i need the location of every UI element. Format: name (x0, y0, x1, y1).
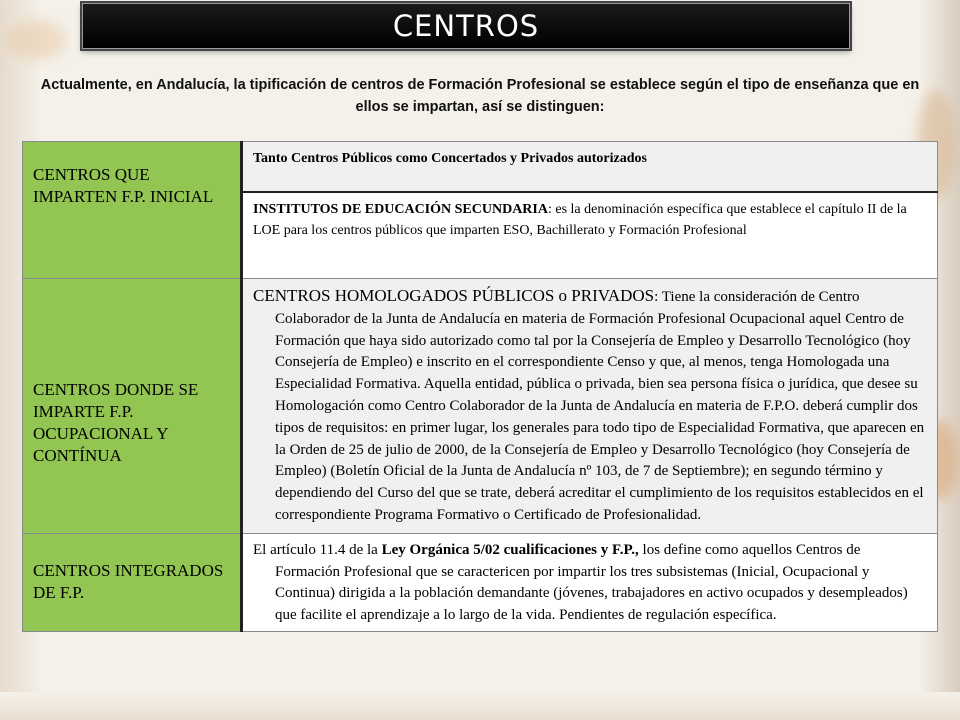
inicial-top-cell: Tanto Centros Públicos como Concertados y Privados autorizados (242, 142, 938, 193)
background-bottom (0, 692, 960, 720)
row-label-inicial: CENTROS QUE IMPARTEN F.P. INICIAL (23, 142, 242, 279)
row-label-integrados: CENTROS INTEGRADOS DE F.P. (23, 533, 242, 631)
intro-paragraph: Actualmente, en Andalucía, la tipificación de centros de Formación Profesional se establece según el tipo de enseñanza que en ellos se impartan, así se distinguen: (40, 77, 920, 115)
integrados-cell (242, 533, 938, 631)
table-row (23, 279, 938, 534)
centros-table (22, 141, 938, 632)
ocupacional-cell (242, 279, 938, 534)
table-row (23, 142, 938, 193)
page-title: CENTROS (392, 9, 540, 43)
integrados-text: El artículo 11.4 de la Ley Orgánica 5/02 cualificaciones y F.P., los define como aquellos Centros de Formación Profesional que se caractericen por impartir los tres subsistemas (Inicial, Ocupacional y Continua) dirigida a la población demandante (jóvenes, trabajadores en activo ocupados y desempleados) que facilite el aprendizaje a lo largo de la vida. Pendientes de regulación específica. (253, 541, 908, 624)
table-row (23, 533, 938, 631)
title-banner (82, 3, 850, 49)
background-blob (6, 20, 66, 60)
row-label-ocupacional: CENTROS DONDE SE IMPARTE F.P. OCUPACIONAL Y CONTÍNUA (23, 279, 242, 534)
inicial-bottom-cell: INSTITUTOS DE EDUCACIÓN SECUNDARIA: es la denominación específica que establece el capítulo II de la LOE para los centros públicos que imparten ESO, Bachillerato y Formación Profesional (242, 192, 938, 279)
ocupacional-text: CENTROS HOMOLOGADOS PÚBLICOS o PRIVADOS: Tiene la consideración de Centro Colaborador de la Junta de Andalucía en materia de Formación Profesional Ocupacional aquel Centro de Formación que haya sido autorizado como tal por la Consejería de Empleo y Desarrollo Tecnológico (hoy Consejería de Empleo) e inscrito en el correspondiente Censo y que, al menos, tenga Homologada una Especialidad Formativa. Aquella entidad, pública o privada, bien sea persona física o jurídica, que desee su Homologación como Centro Colaborador de la Junta de Andalucía en materia de F.P.O. deberá cumplir dos tipos de requisitos: en primer lugar, los generales para todo tipo de Especialidad Formativa, que aparecen en la Orden de 25 de julio de 2000, de la Consejería de Empleo y Desarrollo Tecnológico (hoy Consejería de Empleo) (Boletín Oficial de la Junta de Andalucía nº 103, de 7 de Septiembre); en segundo término y dependiendo del Curso del que se trate, deberá acreditar el cumplimiento de los requisitos establecidos en el correspondiente Programa Formativo o Certificado de Profesionalidad. (253, 286, 925, 523)
